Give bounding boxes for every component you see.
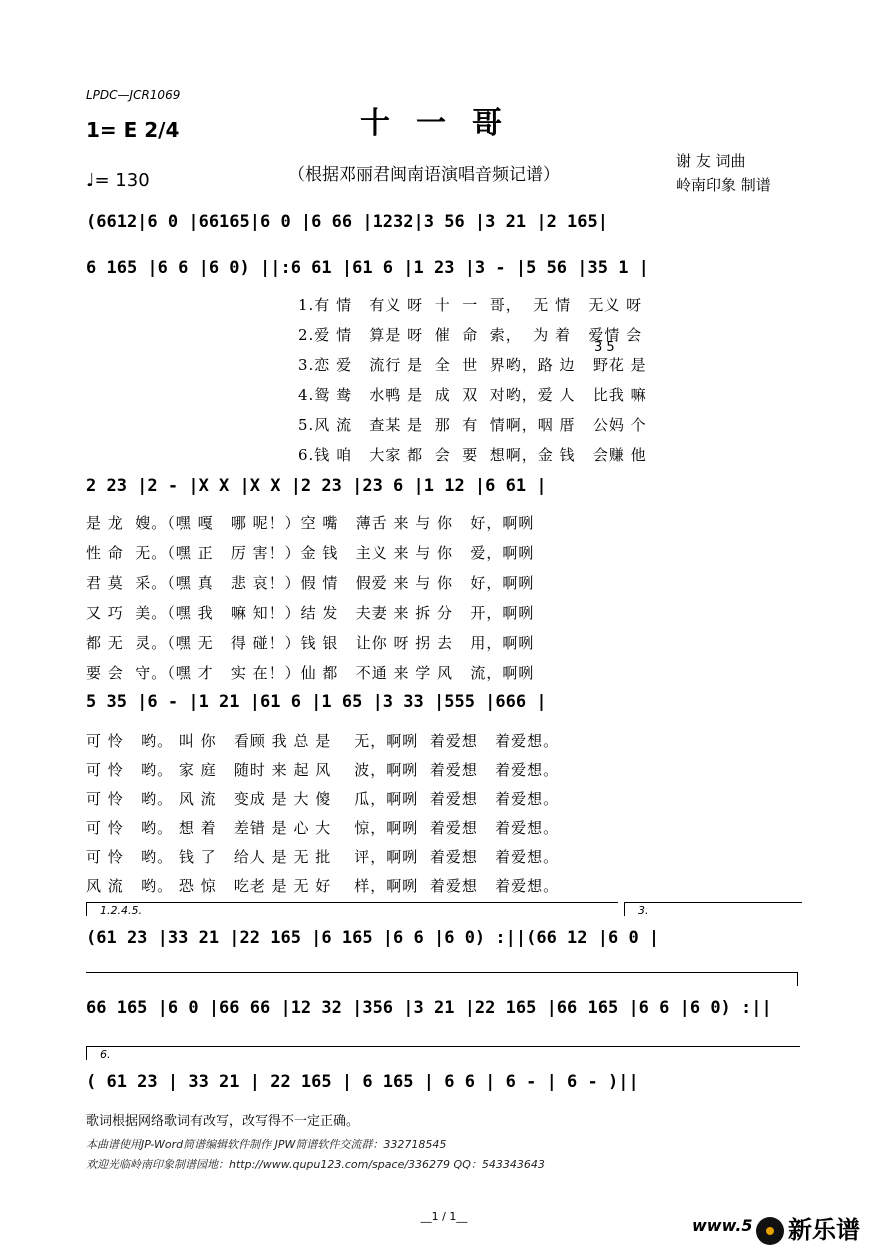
lyric-line: 6.钱 咱 大家 都 会 要 想啊，金 钱 会赚 他 — [298, 446, 647, 464]
tempo-marking: ♩= 130 — [86, 170, 150, 191]
music-row-2: 6 165 |6 6 |6 0) ||:6 61 |61 6 |1 23 |3 - |5 56 |35 1 | — [86, 258, 649, 278]
volta-label-third: 3. — [638, 904, 649, 917]
volta-bracket-edge — [86, 902, 87, 916]
music-row-4: 5 35 |6 - |1 21 |61 6 |1 65 |3 33 |555 |666 | — [86, 692, 547, 712]
volta-bracket-edge — [86, 1046, 87, 1060]
lyric-line: 可 怜 哟。 叫 你 看顾 我 总 是 无，啊咧 着爱想 着爱想。 — [86, 732, 560, 750]
lyric-line: 1.有 情 有义 呀 十 一 哥， 无 情 无义 呀 — [298, 296, 643, 314]
music-row-7: ( 61 23 | 33 21 | 22 165 | 6 165 | 6 6 | 6 - | 6 - )|| — [86, 1072, 639, 1092]
lyric-line: 可 怜 哟。 想 着 差错 是 心 大 惊，啊咧 着爱想 着爱想。 — [86, 819, 560, 837]
lyric-line: 是 龙 嫂。（嘿 嘎 哪 呢！）空 嘴 薄舌 来 与 你 好，啊咧 — [86, 514, 535, 532]
volta-bracket-third-continued — [86, 972, 798, 973]
brand-text: 新乐谱 — [788, 1216, 860, 1244]
lyric-line: 性 命 无。（嘿 正 厉 害！）金 钱 主义 来 与 你 爱，啊咧 — [86, 544, 535, 562]
volta-bracket-sixth — [86, 1046, 800, 1047]
site-url: www.5 — [692, 1216, 753, 1235]
credit-lyrics-music: 谢 友 词曲 — [676, 152, 746, 170]
volta-label-sixth: 6. — [100, 1048, 111, 1061]
footer-website: 欢迎光临岭南印象制谱园地：http://www.qupu123.com/space/336279 QQ：543343643 — [86, 1158, 545, 1171]
music-row-1: (6612|6 0 |66165|6 0 |6 66 |1232|3 56 |3 21 |2 165| — [86, 212, 608, 232]
lyric-line: 风 流 哟。 恐 惊 吃老 是 无 好 样，啊咧 着爱想 着爱想。 — [86, 877, 560, 895]
record-disc-icon — [756, 1217, 784, 1245]
volta-label-first: 1.2.4.5. — [100, 904, 142, 917]
music-row-5: (61 23 |33 21 |22 165 |6 165 |6 6 |6 0) :||(66 12 |6 0 | — [86, 928, 660, 948]
credit-arranger: 岭南印象 制谱 — [676, 176, 771, 194]
music-row-3: 2 23 |2 - |X X |X X |2 23 |23 6 |1 12 |6 61 | — [86, 476, 547, 496]
brand-logo — [756, 1210, 860, 1245]
lyric-line: 又 巧 美。（嘿 我 嘛 知！）结 发 夫妻 来 拆 分 开，啊咧 — [86, 604, 535, 622]
lyric-line: 4.鸳 鸯 水鸭 是 成 双 对哟，爱 人 比我 嘛 — [298, 386, 647, 404]
page-number: __1 / 1__ — [420, 1210, 468, 1223]
volta-bracket-first — [86, 902, 618, 903]
volta-bracket-edge — [624, 902, 625, 916]
lyric-line: 5.风 流 查某 是 那 有 情啊，咽 厝 公妈 个 — [298, 416, 647, 434]
lyrics-block-c — [86, 730, 802, 900]
lyric-line: 要 会 守。（嘿 才 实 在！）仙 都 不通 来 学 风 流，啊咧 — [86, 664, 535, 682]
lyric-line: 3.恋 爱 流行 是 全 世 界哟，路 边 野花 是 — [298, 356, 647, 374]
lyric-line: 可 怜 哟。 风 流 变成 是 大 傻 瓜，啊咧 着爱想 着爱想。 — [86, 790, 560, 808]
song-title: 十一哥 — [360, 106, 528, 141]
lyrics-block-b — [86, 512, 802, 682]
score-code: LPDC—JCR1069 — [86, 88, 181, 102]
lyric-line: 可 怜 哟。 钱 了 给人 是 无 批 评，啊咧 着爱想 着爱想。 — [86, 848, 560, 866]
grace-note: 3 5 — [594, 340, 615, 355]
subtitle: （根据邓丽君闽南语演唱音频记谱） — [288, 165, 560, 185]
key-signature: 1= E 2/4 — [86, 118, 180, 142]
volta-bracket-third — [624, 902, 802, 903]
lyric-line: 2.爱 情 算是 呀 催 命 索， 为 着 爱情 会 — [298, 326, 643, 344]
lyric-line: 可 怜 哟。 家 庭 随时 来 起 风 波，啊咧 着爱想 着爱想。 — [86, 761, 560, 779]
footer-software: 本曲谱使用JP-Word简谱编辑软件制作 JPW简谱软件交流群：332718545 — [86, 1138, 447, 1151]
volta-bracket-edge — [797, 972, 798, 986]
lyric-line: 君 莫 采。（嘿 真 悲 哀！）假 情 假爱 来 与 你 好，啊咧 — [86, 574, 535, 592]
music-row-6: 66 165 |6 0 |66 66 |12 32 |356 |3 21 |22 165 |66 165 |6 6 |6 0) :|| — [86, 998, 772, 1018]
footer-note: 歌词根据网络歌词有改写，改写得不一定正确。 — [86, 1114, 360, 1129]
lyrics-block-a — [298, 294, 802, 464]
lyric-line: 都 无 灵。（嘿 无 得 碰！）钱 银 让你 呀 拐 去 用，啊咧 — [86, 634, 535, 652]
